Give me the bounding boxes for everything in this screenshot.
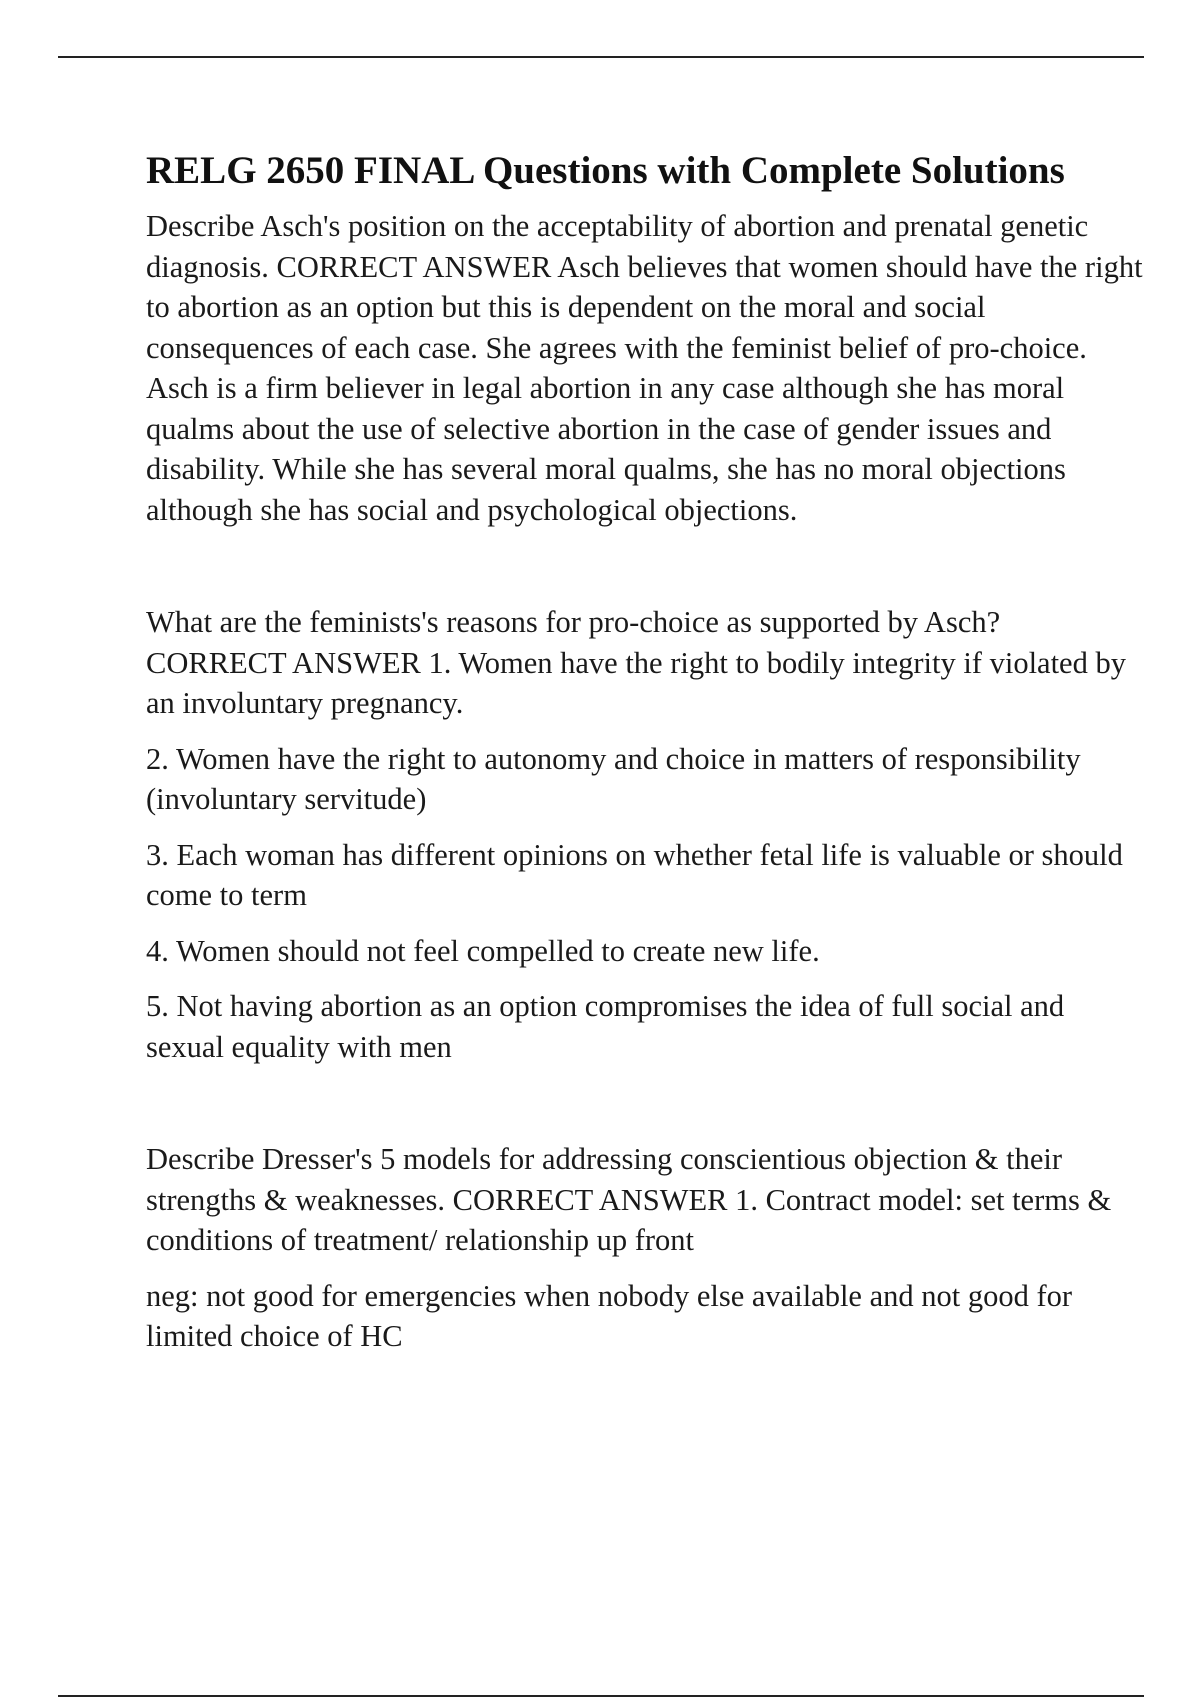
- bottom-rule: [58, 1695, 1144, 1697]
- document-title: RELG 2650 FINAL Questions with Complete Solutions: [146, 149, 1065, 192]
- qa-paragraph: Describe Dresser's 5 models for addressing conscientious objection & their strengths & weaknesses. CORRECT ANSWER 1. Contract model: set terms & conditions of treatment/ relationship up front: [146, 1142, 1112, 1257]
- answer-item: 2. Women have the right to autonomy and choice in matters of responsibility (involuntary servitude): [146, 741, 1081, 816]
- answer-item: 4. Women should not feel compelled to create new life.: [146, 933, 820, 968]
- document-body: [146, 146, 1146, 1357]
- answer-item: 5. Not having abortion as an option compromises the idea of full social and sexual equality with men: [146, 989, 1065, 1064]
- question-block-2: [146, 602, 1146, 1067]
- question-block-1: [146, 206, 1146, 530]
- qa-paragraph: What are the feminists's reasons for pro-choice as supported by Asch? CORRECT ANSWER 1. Women have the right to bodily integrity if violated by an involuntary pregnancy.: [146, 605, 1126, 720]
- top-rule: [58, 56, 1144, 58]
- question-block-3: [146, 1139, 1146, 1357]
- qa-paragraph: Describe Asch's position on the acceptability of abortion and prenatal genetic diagnosis. CORRECT ANSWER Asch believes that women should have the right to abortion as an option but this is dependent on the moral and social consequences of each case. She agrees with the feminist belief of pro-choice. Asch is a firm believer in legal abortion in any case although she has moral qualms about the use of selective abortion in the case of gender issues and disability. While she has several moral qualms, she has no moral objections although she has social and psychological objections.: [146, 209, 1143, 527]
- answer-item: 3. Each woman has different opinions on whether fetal life is valuable or should come to term: [146, 837, 1123, 912]
- answer-item: neg: not good for emergencies when nobody else available and not good for limited choice of HC: [146, 1278, 1073, 1353]
